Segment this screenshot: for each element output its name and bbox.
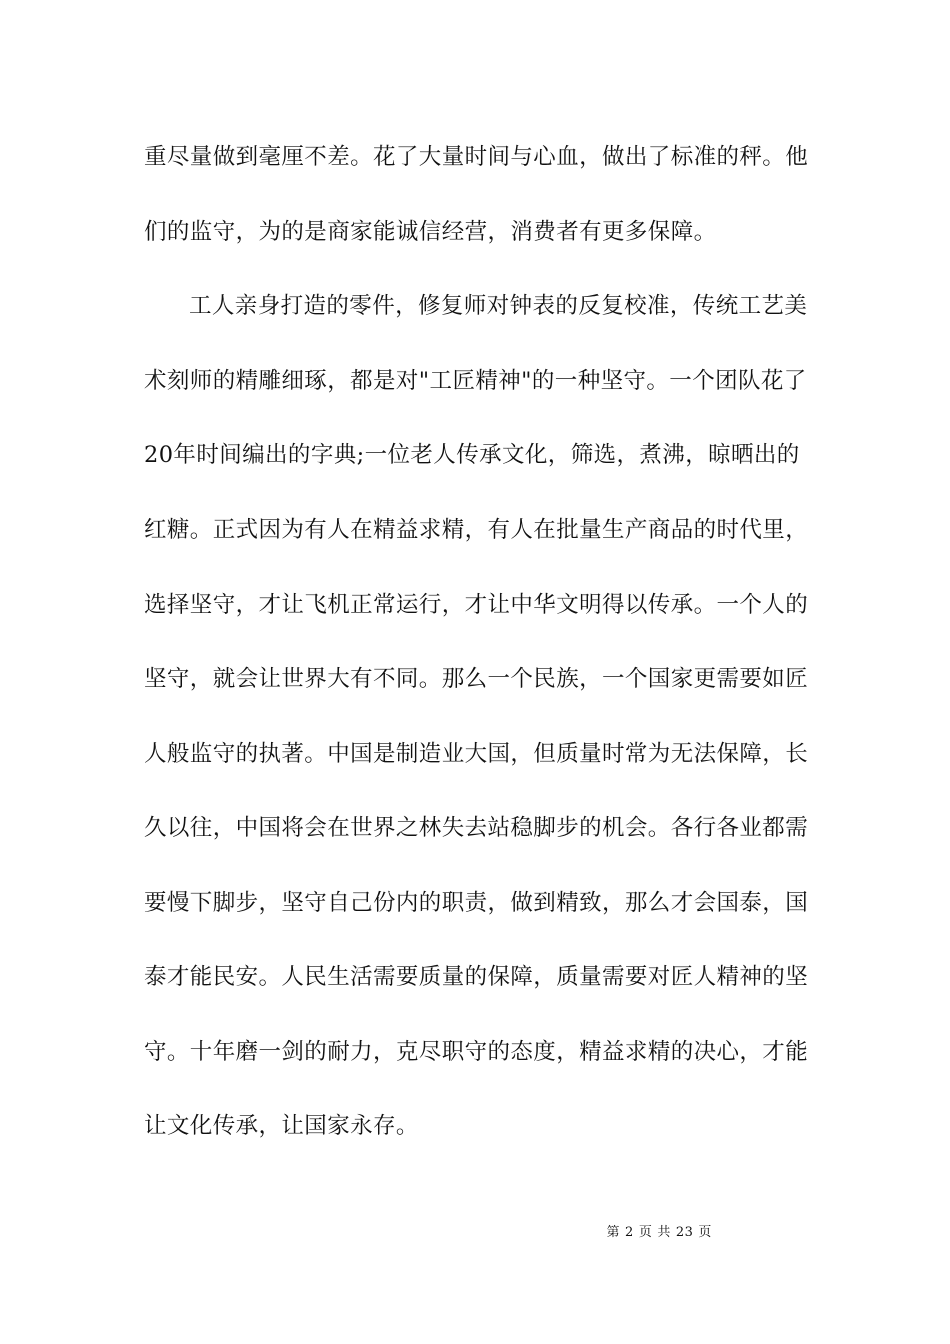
footer-suffix: 页 <box>698 1225 712 1240</box>
text-line: 选择坚守，才让飞机正常运行，才让中华文明得以传承。一个人的 <box>144 592 809 618</box>
text-line: 重尽量做到毫厘不差。花了大量时间与心血，做出了标准的秤。他 <box>144 144 809 170</box>
text-line: 们的监守，为的是商家能诚信经营，消费者有更多保障。 <box>144 219 717 245</box>
total-page-count: 23 <box>675 1225 694 1240</box>
page-number-footer <box>588 1206 717 1260</box>
text-line: 泰才能民安。人民生活需要质量的保障，质量需要对匠人精神的坚 <box>144 964 809 990</box>
text-line: 红糖。正式因为有人在精益求精，有人在批量生产商品的时代里， <box>144 517 809 543</box>
paragraph-start-line: 工人亲身打造的零件，修复师对钟表的反复校准，传统工艺美 <box>189 293 808 319</box>
current-page-number: 2 <box>625 1225 634 1240</box>
text-line: 要慢下脚步，坚守自己份内的职责，做到精致，那么才会国泰，国 <box>144 890 809 916</box>
text-line: 坚守，就会让世界大有不同。那么一个民族，一个国家更需要如匠 <box>144 666 809 692</box>
text-line: 20年时间编出的字典;一位老人传承文化，筛选，煮沸，晾晒出的 <box>144 442 800 468</box>
footer-prefix: 第 <box>606 1225 621 1240</box>
text-line: 术刻师的精雕细琢，都是对"工匠精神"的一种坚守。一个团队花了 <box>144 368 807 394</box>
text-line: 久以往，中国将会在世界之林失去站稳脚步的机会。各行各业都需 <box>144 815 809 841</box>
text-line: 人般监守的执著。中国是制造业大国，但质量时常为无法保障，长 <box>144 741 809 767</box>
footer-total-word: 共 <box>657 1225 671 1240</box>
text-line: 守。十年磨一剑的耐力，克尽职守的态度，精益求精的决心，才能 <box>144 1039 809 1065</box>
footer-page-word: 页 <box>638 1225 653 1240</box>
text-line: 让文化传承，让国家永存。 <box>144 1113 419 1139</box>
